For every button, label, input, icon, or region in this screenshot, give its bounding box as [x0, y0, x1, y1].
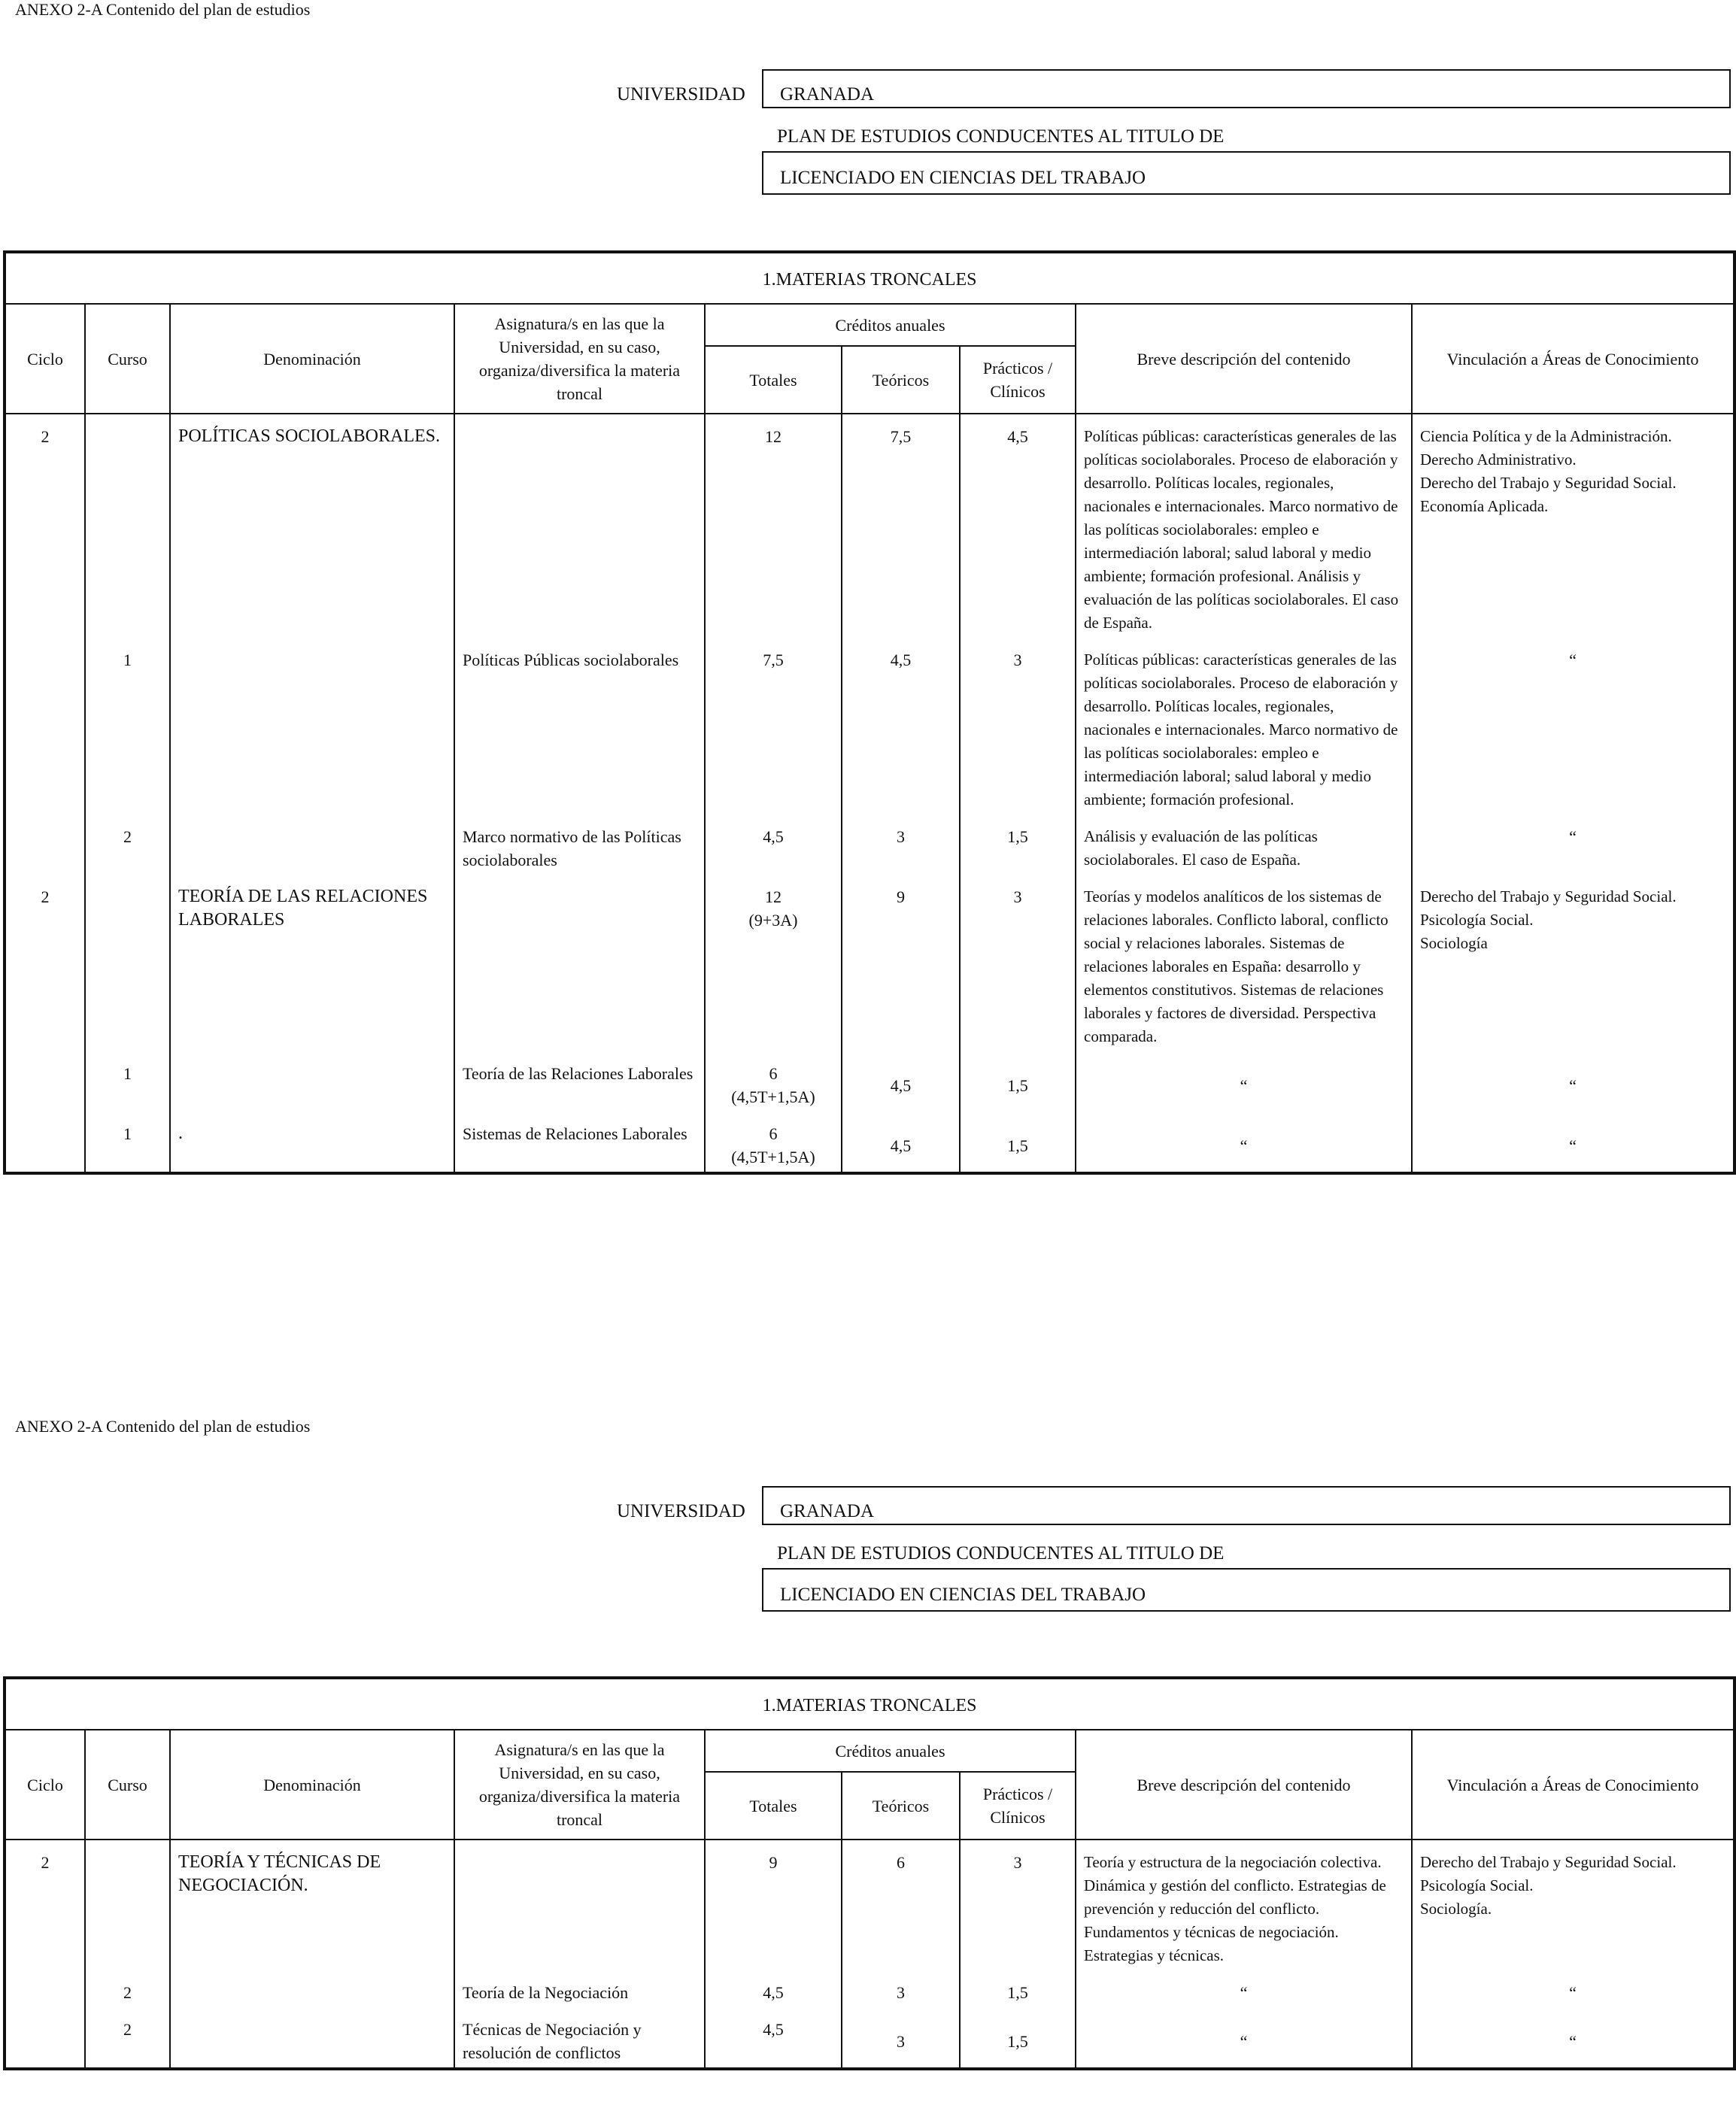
cell-curso: 1 [85, 638, 170, 814]
table-row [5, 875, 1734, 1051]
cell-asignatura: Técnicas de Negociación y resolución de conflictos [454, 2007, 705, 2069]
cell-curso: 2 [85, 2007, 170, 2069]
cell-ciclo: 2 [5, 414, 85, 638]
table-row [5, 2007, 1734, 2069]
cell-denominacion: POLÍTICAS SOCIOLABORALES. [170, 414, 454, 638]
header-totales: Totales [705, 346, 842, 414]
header-ciclo: Ciclo [5, 304, 85, 414]
cell-descripcion: “ [1076, 1112, 1412, 1173]
cell-totales: 4,5 [705, 1970, 842, 2007]
cell-vinculacion: Derecho del Trabajo y Seguridad Social. Psicología Social. Sociología [1412, 875, 1734, 1051]
degree-field: LICENCIADO EN CIENCIAS DEL TRABAJO [762, 151, 1731, 195]
cell-vinculacion: “ [1412, 638, 1734, 814]
cell-asignatura [454, 875, 705, 1051]
cell-totales: 4,5 [705, 2007, 842, 2069]
table-row [5, 1840, 1734, 1970]
university-field: GRANADA [762, 69, 1731, 108]
header-descripcion: Breve descripción del contenido [1076, 1730, 1412, 1840]
header-teoricos: Teóricos [842, 1772, 960, 1840]
cell-denominacion [170, 1051, 454, 1112]
cell-vinculacion: “ [1412, 1970, 1734, 2007]
cell-vinculacion: “ [1412, 1051, 1734, 1112]
cell-teoricos: 3 [842, 814, 960, 875]
cell-totales: 9 [705, 1840, 842, 1970]
cell-teoricos: 7,5 [842, 414, 960, 638]
table-banner: 1.MATERIAS TRONCALES [5, 252, 1734, 304]
header-asignaturas: Asignatura/s en las que la Universidad, en su caso, organiza/diversifica la materia troncal [454, 1730, 705, 1840]
cell-curso: 1 [85, 1051, 170, 1112]
header-vinculacion: Vinculación a Áreas de Conocimiento [1412, 1730, 1734, 1840]
cell-curso: 1 [85, 1112, 170, 1173]
cell-descripcion: Políticas públicas: características generales de las políticas sociolaborales. Proceso de elaboración y desarrollo. Políticas locales, regionales, nacionales e internacionales. Marco normativo de las políticas sociolaborales: empleo e intermediación laboral; salud laboral y medio ambiente; formación profesional. [1076, 638, 1412, 814]
table-body-page-2 [5, 1840, 1734, 2069]
cell-ciclo [5, 1970, 85, 2007]
cell-descripcion: “ [1076, 1051, 1412, 1112]
annex-title: ANEXO 2-A Contenido del plan de estudios [15, 1417, 311, 1436]
table-row [5, 1051, 1734, 1112]
plan-line: PLAN DE ESTUDIOS CONDUCENTES AL TITULO DE [777, 126, 1225, 147]
cell-descripcion: Teorías y modelos analíticos de los sistemas de relaciones laborales. Conflicto laboral, conflicto social y relaciones laborales. Sistemas de relaciones laborales en España: desarrollo y elementos constitutivos. Sistemas de relaciones laborales y factores de diversidad. Perspectiva comparada. [1076, 875, 1412, 1051]
annex-title: ANEXO 2-A Contenido del plan de estudios [15, 0, 311, 19]
header-descripcion: Breve descripción del contenido [1076, 304, 1412, 414]
cell-asignatura [454, 1840, 705, 1970]
cell-totales: 12 (9+3A) [705, 875, 842, 1051]
cell-practicos: 4,5 [960, 414, 1076, 638]
cell-ciclo: 2 [5, 1840, 85, 1970]
table-row [5, 814, 1734, 875]
header-practicos: Prácticos / Clínicos [960, 346, 1076, 414]
cell-totales: 4,5 [705, 814, 842, 875]
header-denominacion: Denominación [170, 304, 454, 414]
cell-asignatura: Políticas Públicas sociolaborales [454, 638, 705, 814]
cell-vinculacion: Ciencia Política y de la Administración. Derecho Administrativo. Derecho del Trabajo y Seguridad Social. Economía Aplicada. [1412, 414, 1734, 638]
cell-ciclo: 2 [5, 875, 85, 1051]
cell-teoricos: 4,5 [842, 1051, 960, 1112]
university-label: UNIVERSIDAD [617, 84, 745, 105]
cell-teoricos: 3 [842, 2007, 960, 2069]
cell-teoricos: 3 [842, 1970, 960, 2007]
header-asignaturas: Asignatura/s en las que la Universidad, en su caso, organiza/diversifica la materia troncal [454, 304, 705, 414]
cell-asignatura: Teoría de la Negociación [454, 1970, 705, 2007]
cell-descripcion: “ [1076, 1970, 1412, 2007]
materias-troncales-table [3, 1676, 1736, 2070]
table-row [5, 1112, 1734, 1173]
cell-denominacion: . [170, 1112, 454, 1173]
cell-ciclo [5, 2007, 85, 2069]
header-creditos: Créditos anuales [705, 304, 1076, 346]
cell-practicos: 3 [960, 875, 1076, 1051]
materias-troncales-table [3, 250, 1736, 1175]
header-ciclo: Ciclo [5, 1730, 85, 1840]
table-banner: 1.MATERIAS TRONCALES [5, 1678, 1734, 1730]
cell-vinculacion: “ [1412, 814, 1734, 875]
header-practicos: Prácticos / Clínicos [960, 1772, 1076, 1840]
cell-practicos: 3 [960, 1840, 1076, 1970]
cell-denominacion: TEORÍA DE LAS RELACIONES LABORALES [170, 875, 454, 1051]
cell-totales: 6 (4,5T+1,5A) [705, 1112, 842, 1173]
cell-ciclo [5, 1051, 85, 1112]
cell-practicos: 3 [960, 638, 1076, 814]
cell-denominacion [170, 638, 454, 814]
cell-asignatura: Marco normativo de las Políticas sociolaborales [454, 814, 705, 875]
cell-ciclo [5, 814, 85, 875]
cell-practicos: 1,5 [960, 2007, 1076, 2069]
header-curso: Curso [85, 1730, 170, 1840]
cell-teoricos: 4,5 [842, 638, 960, 814]
header-teoricos: Teóricos [842, 346, 960, 414]
cell-totales: 7,5 [705, 638, 842, 814]
cell-curso: 2 [85, 1970, 170, 2007]
cell-practicos: 1,5 [960, 814, 1076, 875]
university-label: UNIVERSIDAD [617, 1501, 745, 1521]
cell-curso [85, 414, 170, 638]
cell-denominacion [170, 2007, 454, 2069]
header-totales: Totales [705, 1772, 842, 1840]
cell-asignatura [454, 414, 705, 638]
degree-field: LICENCIADO EN CIENCIAS DEL TRABAJO [762, 1568, 1731, 1612]
cell-vinculacion: “ [1412, 2007, 1734, 2069]
cell-vinculacion: “ [1412, 1112, 1734, 1173]
cell-denominacion [170, 1970, 454, 2007]
cell-practicos: 1,5 [960, 1051, 1076, 1112]
cell-asignatura: Teoría de las Relaciones Laborales [454, 1051, 705, 1112]
cell-practicos: 1,5 [960, 1970, 1076, 2007]
cell-teoricos: 6 [842, 1840, 960, 1970]
cell-denominacion: TEORÍA Y TÉCNICAS DE NEGOCIACIÓN. [170, 1840, 454, 1970]
cell-descripcion: Análisis y evaluación de las políticas sociolaborales. El caso de España. [1076, 814, 1412, 875]
header-curso: Curso [85, 304, 170, 414]
cell-vinculacion: Derecho del Trabajo y Seguridad Social. Psicología Social. Sociología. [1412, 1840, 1734, 1970]
table-row [5, 638, 1734, 814]
table-row [5, 414, 1734, 638]
cell-ciclo [5, 1112, 85, 1173]
header-vinculacion: Vinculación a Áreas de Conocimiento [1412, 304, 1734, 414]
table-body-page-1 [5, 414, 1734, 1173]
cell-curso: 2 [85, 814, 170, 875]
cell-practicos: 1,5 [960, 1112, 1076, 1173]
cell-curso [85, 1840, 170, 1970]
table-row [5, 1970, 1734, 2007]
cell-curso [85, 875, 170, 1051]
cell-descripcion: Teoría y estructura de la negociación colectiva. Dinámica y gestión del conflicto. Estrategias de prevención y reducción del conflicto. Fundamentos y técnicas de negociación. Estrategias y técnicas. [1076, 1840, 1412, 1970]
cell-totales: 6 (4,5T+1,5A) [705, 1051, 842, 1112]
header-creditos: Créditos anuales [705, 1730, 1076, 1772]
cell-denominacion [170, 814, 454, 875]
university-field: GRANADA [762, 1486, 1731, 1525]
header-denominacion: Denominación [170, 1730, 454, 1840]
cell-teoricos: 9 [842, 875, 960, 1051]
cell-asignatura: Sistemas de Relaciones Laborales [454, 1112, 705, 1173]
cell-totales: 12 [705, 414, 842, 638]
cell-descripcion: “ [1076, 2007, 1412, 2069]
plan-line: PLAN DE ESTUDIOS CONDUCENTES AL TITULO DE [777, 1543, 1225, 1564]
cell-ciclo [5, 638, 85, 814]
cell-descripcion: Políticas públicas: características generales de las políticas sociolaborales. Proceso de elaboración y desarrollo. Políticas locales, regionales, nacionales e internacionales. Marco normativo de las políticas sociolaborales: empleo e intermediación laboral; salud laboral y medio ambiente; formación profesional. Análisis y evaluación de las políticas sociolaborales. El caso de España. [1076, 414, 1412, 638]
cell-teoricos: 4,5 [842, 1112, 960, 1173]
